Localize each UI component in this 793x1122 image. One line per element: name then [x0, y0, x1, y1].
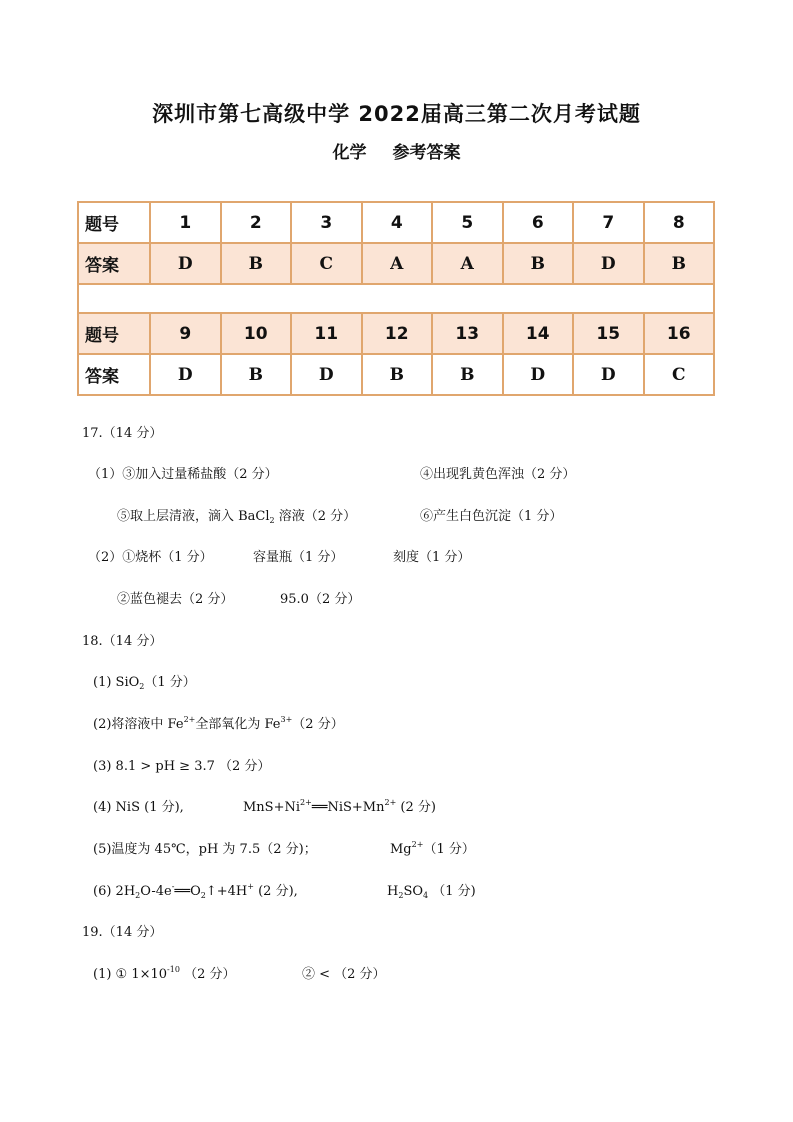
q18-answer-line: [93, 880, 298, 899]
answer-cell: D: [573, 243, 644, 284]
page-title: 深圳市第七高级中学 2022届高三第二次月考试题: [152, 102, 641, 126]
question-number: 1: [150, 202, 221, 243]
text-segment: SO: [403, 884, 424, 899]
superscript: -10: [167, 965, 180, 974]
text-segment: (2 分),: [253, 884, 298, 899]
answer-cell: A: [362, 243, 433, 284]
q18-answer-line: [93, 671, 196, 690]
question-number: 11: [291, 313, 362, 354]
spacer-row: [78, 284, 714, 313]
question-number: 10: [221, 313, 292, 354]
text-segment: (2)将溶液中 Fe: [93, 717, 184, 732]
row-label: 题号: [78, 202, 150, 243]
q17-answer-line: 容量瓶（1 分）: [253, 550, 344, 565]
q18-answer-line: [93, 713, 344, 732]
question-number: 12: [362, 313, 433, 354]
q17-heading: 17.（14 分）: [82, 426, 163, 441]
q17-answer-line: ④出现乳黄色浑浊（2 分）: [420, 467, 576, 482]
q17-answer-line: 95.0（2 分）: [280, 592, 361, 607]
text-segment: （2 分）: [179, 967, 236, 982]
text-segment: O-4e: [140, 884, 172, 899]
superscript: 2+: [384, 798, 397, 807]
subscript: 2: [135, 891, 141, 900]
answer-cell: D: [291, 354, 362, 395]
q18-answer-line: (4) NiS (1 分),: [93, 800, 184, 815]
subject-label: 化学: [332, 143, 367, 163]
question-number: 4: [362, 202, 433, 243]
q18-answer-line: [390, 838, 475, 857]
question-number: 16: [644, 313, 715, 354]
text-segment: MnS+Ni: [243, 800, 301, 815]
text-segment: ══O: [174, 884, 201, 899]
answer-cell: D: [573, 354, 644, 395]
row-label: 题号: [78, 313, 150, 354]
question-number-row: [78, 313, 714, 354]
superscript: 2+: [300, 798, 312, 807]
question-number: 8: [644, 202, 715, 243]
q18-answer-line: [387, 880, 476, 899]
q19-answer-line: ② < （2 分）: [302, 967, 386, 982]
answer-cell: B: [503, 243, 574, 284]
q17-answer-line: ⑥产生白色沉淀（1 分）: [420, 509, 563, 524]
superscript: +: [247, 882, 254, 891]
question-number: 15: [573, 313, 644, 354]
superscript: -: [171, 882, 175, 891]
subscript: 2: [139, 682, 145, 691]
answer-cell: B: [644, 243, 715, 284]
answer-cell: B: [221, 243, 292, 284]
answer-table: [77, 201, 715, 396]
q17-answer-line: 刻度（1 分）: [393, 550, 471, 565]
row-label: 答案: [78, 354, 150, 395]
answer-cell: C: [291, 243, 362, 284]
text-segment: H: [387, 884, 399, 899]
text-segment: (1) SiO: [93, 675, 140, 690]
text-segment: (6) 2H: [93, 884, 136, 899]
answer-cell: B: [432, 354, 503, 395]
question-number: 5: [432, 202, 503, 243]
superscript: 2+: [411, 840, 424, 849]
question-number: 7: [573, 202, 644, 243]
text-segment: （1 分）: [144, 675, 196, 690]
answer-cell: D: [150, 354, 221, 395]
q17-answer-line: ②蓝色褪去（2 分）: [117, 592, 234, 607]
question-number: 14: [503, 313, 574, 354]
text-segment: （1 分）: [423, 842, 475, 857]
answer-cell: B: [362, 354, 433, 395]
page-subtitle: [0, 138, 793, 163]
text-segment: (2 分): [396, 800, 436, 815]
answer-cell: D: [503, 354, 574, 395]
q17-answer-line: （2）①烧杯（1 分）: [88, 550, 213, 565]
q18-heading: 18.（14 分）: [82, 634, 163, 649]
spacer-cell: [78, 284, 714, 313]
row-label: 答案: [78, 243, 150, 284]
text-segment: 全部氧化为 Fe: [195, 717, 281, 732]
subscript: 2: [200, 891, 206, 900]
q18-answer-line: (5)温度为 45℃，pH 为 7.5（2 分)；: [93, 842, 317, 857]
question-number: 3: [291, 202, 362, 243]
answer-cell: B: [221, 354, 292, 395]
q17-answer-line: [117, 505, 356, 524]
text-segment: ══NiS+Mn: [311, 800, 385, 815]
q18-answer-line: [243, 796, 436, 815]
text-segment: （1 分): [428, 884, 476, 899]
answer-cell: A: [432, 243, 503, 284]
q17-answer-line: （1）③加入过量稀盐酸（2 分）: [88, 467, 278, 482]
text-segment: 溶液（2 分）: [274, 509, 357, 524]
q19-heading: 19.（14 分）: [82, 925, 163, 940]
subscript: 4: [423, 891, 429, 900]
text-segment: ⑤取上层清液，滴入 BaCl: [117, 509, 270, 524]
question-number: 2: [221, 202, 292, 243]
question-number-row: [78, 202, 714, 243]
answer-cell: C: [644, 354, 715, 395]
question-number: 6: [503, 202, 574, 243]
question-number: 9: [150, 313, 221, 354]
superscript: 2+: [183, 715, 196, 724]
subscript: 2: [398, 891, 404, 900]
text-segment: (1) ① 1×10: [93, 967, 168, 982]
text-segment: （2 分）: [292, 717, 344, 732]
q18-answer-line: (3) 8.1 > pH ≥ 3.7 （2 分）: [93, 759, 271, 774]
text-segment: ↑+4H: [205, 884, 248, 899]
answer-key-label: 参考答案: [392, 143, 461, 163]
answer-row: [78, 354, 714, 395]
answer-row: [78, 243, 714, 284]
answer-cell: D: [150, 243, 221, 284]
superscript: 3+: [280, 715, 293, 724]
question-number: 13: [432, 313, 503, 354]
subscript: 2: [269, 516, 275, 525]
q19-answer-line: [93, 963, 235, 982]
text-segment: Mg: [390, 842, 412, 857]
